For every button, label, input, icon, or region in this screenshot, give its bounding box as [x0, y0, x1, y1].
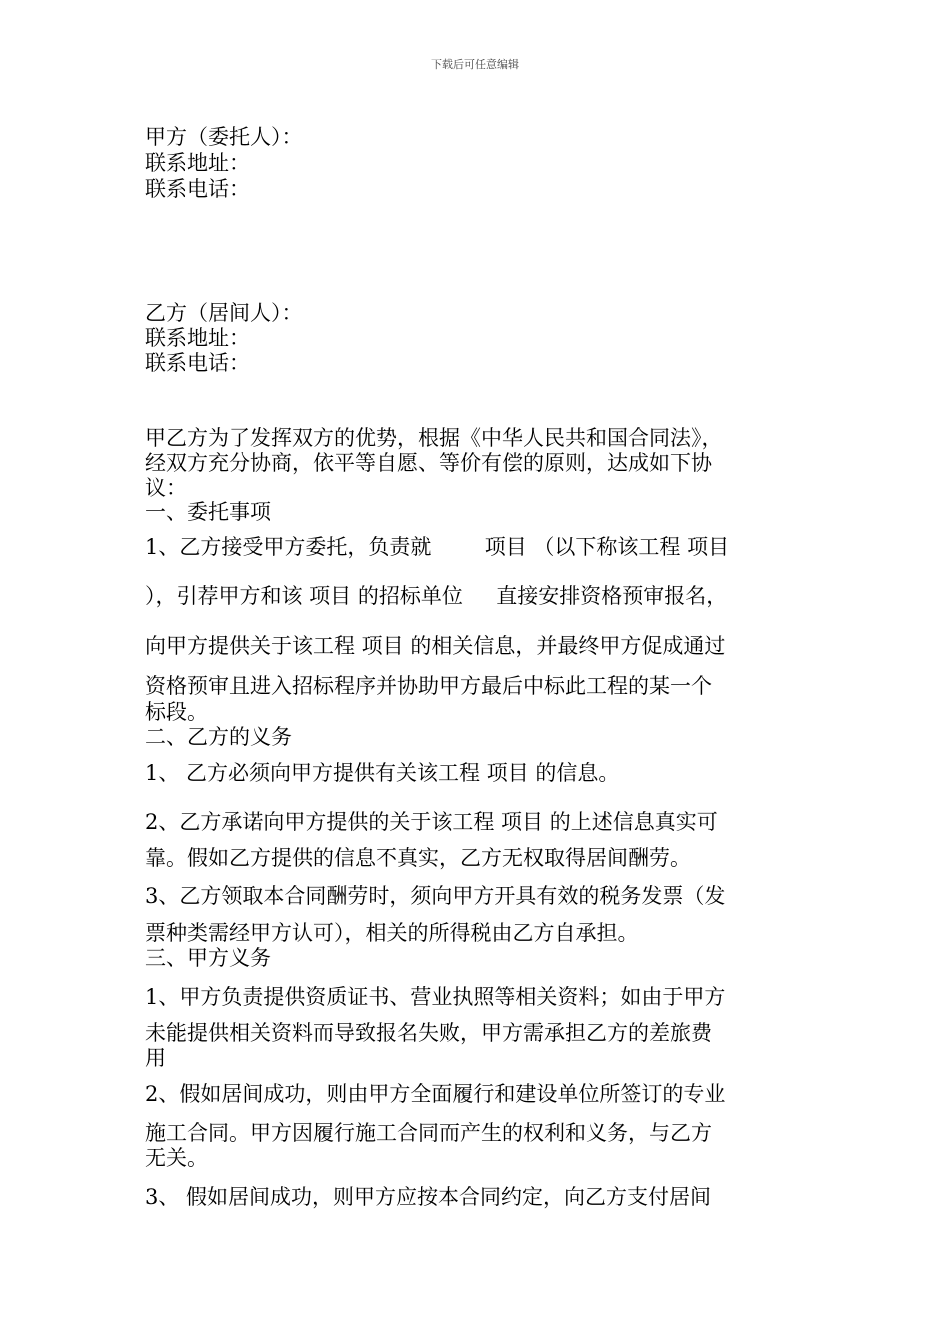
intro-line: 经双方充分协商，依平等自愿、等价有偿的原则，达成如下协: [145, 451, 712, 475]
section-2-line: 票种类需经甲方认可），相关的所得税由乙方自承担。: [145, 921, 639, 945]
section-3-line: 1、甲方负责提供资质证书、营业执照等相关资料；如由于甲方: [145, 985, 726, 1009]
party-b-address-label: 联系地址：: [145, 326, 250, 350]
section-2-line: 靠。假如乙方提供的信息不真实，乙方无权取得居间酬劳。: [145, 846, 691, 870]
section-2-line: 2、乙方承诺向甲方提供的关于该工程 项目 的上述信息真实可: [145, 810, 718, 834]
section-1-heading: 一、委托事项: [145, 500, 271, 524]
section-1-line: ），引荐甲方和该 项目 的招标单位 直接安排资格预审报名，: [145, 584, 728, 608]
party-b-title: 乙方（居间人）：: [145, 301, 303, 325]
party-a-phone-label: 联系电话：: [145, 177, 250, 201]
section-1-line: 向甲方提供关于该工程 项目 的相关信息，并最终甲方促成通过: [145, 634, 726, 658]
section-3-line: 无关。: [145, 1146, 208, 1170]
section-1-line: 1、乙方接受甲方委托，负责就 项目 （以下称该工程 项目: [145, 535, 730, 559]
section-1-line: 资格预审且进入招标程序并协助甲方最后中标此工程的某一个: [145, 674, 712, 698]
intro-line: 议：: [145, 476, 187, 500]
section-3-line: 2、假如居间成功，则由甲方全面履行和建设单位所签订的专业: [145, 1082, 726, 1106]
section-3-heading: 三、甲方义务: [145, 946, 271, 970]
section-2-line: 3、乙方领取本合同酬劳时，须向甲方开具有效的税务发票（发: [145, 884, 726, 908]
section-2-heading: 二、乙方的义务: [145, 725, 292, 749]
page-header-note: 下载后可任意编辑: [431, 58, 519, 71]
intro-line: 甲乙方为了发挥双方的优势，根据《中华人民共和国合同法》，: [145, 426, 723, 450]
party-b-phone-label: 联系电话：: [145, 351, 250, 375]
section-2-line: 1、 乙方必须向甲方提供有关该工程 项目 的信息。: [145, 761, 620, 785]
section-1-line: 标段。: [145, 700, 208, 724]
section-3-line: 未能提供相关资料而导致报名失败，甲方需承担乙方的差旅费: [145, 1021, 712, 1045]
section-3-line: 施工合同。甲方因履行施工合同而产生的权利和义务，与乙方: [145, 1121, 712, 1145]
section-3-line: 3、 假如居间成功，则甲方应按本合同约定，向乙方支付居间: [145, 1185, 712, 1209]
party-a-address-label: 联系地址：: [145, 151, 250, 175]
section-3-line: 用: [145, 1046, 166, 1070]
party-a-title: 甲方（委托人）：: [145, 125, 303, 149]
